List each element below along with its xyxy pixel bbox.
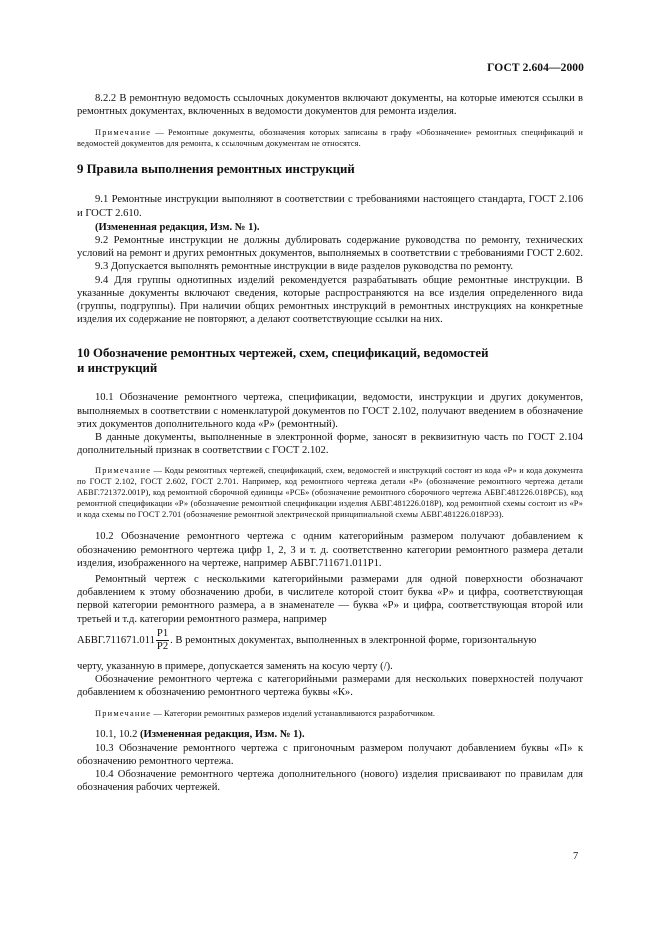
paragraph-text: 10.1 Обозначение ремонтного чертежа, спецификации, ведомости, инструкции и других документов, выполняемых в соответствии с номенклатурой документов по ГОСТ 2.102, получают введением в обозначение этих документов дополнительного кода «Р» (ремонтный). bbox=[77, 392, 583, 430]
paragraph-10-4 bbox=[77, 768, 583, 794]
paragraph-9-1 bbox=[77, 193, 583, 219]
paragraph-8-2-2 bbox=[77, 92, 583, 118]
note-label: Примечание bbox=[95, 128, 152, 138]
note-label: Примечание bbox=[95, 709, 152, 719]
amendment-text: (Измененная редакция, Изм. № 1). bbox=[95, 221, 260, 233]
note-1 bbox=[77, 127, 583, 149]
note-text: — Ремонтные документы, обозначения которых записаны в графу «Обозначение» ремонтных спецификаций и ведомостей документов для ремонта, к ссылочным документам не относятся. bbox=[77, 128, 583, 149]
paragraph-text: черту, указанную в примере, допускается заменять на косую черту (/). bbox=[77, 660, 393, 672]
paragraph-text: 10.3 Обозначение ремонтного чертежа с пригоночным размером получают добавлением буквы «П» к обозначению ремонтного чертежа. bbox=[77, 742, 583, 767]
paragraph-text: 8.2.2 В ремонтную ведомость ссылочных документов включают документы, на которые имеются ссылки в ремонтных документах, включенных в ведомости документов для ремонта изделия. bbox=[77, 93, 583, 118]
paragraph-9-2 bbox=[77, 234, 583, 260]
designation-code: АБВГ.711671.011 bbox=[77, 634, 155, 646]
fraction-numerator: Р1 bbox=[156, 627, 169, 639]
note-2 bbox=[77, 465, 583, 520]
paragraph-10-2-multiple-surfaces bbox=[77, 673, 583, 699]
paragraph-9-3 bbox=[77, 260, 583, 273]
fraction bbox=[156, 628, 169, 653]
note-3 bbox=[77, 708, 583, 719]
paragraph-10-2 bbox=[77, 530, 583, 570]
paragraph-text: 9.3 Допускается выполнять ремонтные инструкции в виде разделов руководства по ремонту. bbox=[95, 261, 514, 273]
heading-line-2: и инструкций bbox=[77, 361, 158, 376]
page-number: 7 bbox=[573, 851, 579, 862]
page-content bbox=[77, 92, 583, 795]
paragraph-10-2-multi bbox=[77, 573, 583, 673]
section-9-heading bbox=[77, 162, 583, 177]
paragraph-text: 10.4 Обозначение ремонтного чертежа дополнительного (нового) изделия присваивают по правилам для обозначения рабочих чертежей. bbox=[77, 769, 583, 794]
standard-code-header: ГОСТ 2.604—2000 bbox=[487, 62, 584, 74]
paragraph-text: 9.4 Для группы однотипных изделий рекомендуется разрабатывать общие ремонтные инструкции. В указанные документы включают сведения, которые распространяются на все изделия определенного вида (группы, подгруппы). При наличии общих ремонтных инструкций в ремонтных инструкциях на конкретные изделия их содержание не повторяют, а делают соответствующие ссылки на них. bbox=[77, 274, 583, 326]
paragraph-text: 9.2 Ремонтные инструкции не должны дублировать содержание руководства по ремонту, технических условий на ремонт и других ремонтных документов, выполняемых в соответствии с требованиями ГОСТ 2.602. bbox=[77, 235, 583, 260]
paragraph-text: Ремонтный чертеж с несколькими категорийными размерами для одной поверхности обозначают добавлением к этому обозначению дроби, в числителе которой стоит буква «Р» и цифра, соответствующая первой категории ремонтного размера, а в знаменателе — буква «Р» и цифра, соответствующая второй или третьей и т.д. категории ремонтного размера, например bbox=[77, 574, 583, 625]
paragraph-text: . В ремонтных документах, выполненных в электронной форме, горизонтальную bbox=[170, 634, 537, 646]
paragraph-10-1-electronic bbox=[77, 431, 583, 457]
paragraph-10-1 bbox=[77, 391, 583, 431]
note-text: — Коды ремонтных чертежей, спецификаций, схем, ведомостей и инструкций состоят из кода «Р» и кода документа по ГОСТ 2.102, ГОСТ 2.602, ГОСТ 2.701. Например, код ремонтного чертежа детали «Р» (обозначение ремонтного чертежа детали АБВГ.721372.001Р), код ремонтной сборочной единицы «РСБ» (обозначение ремонтного сборочного чертежа АБВГ.481226.018РСБ), код ремонтной спецификации «Р» (обозначение ремонтной спецификации изделия АБВГ.481226.018Р), код ремонтной схемы состоит из «Р» и кода схемы по ГОСТ 2.701 (обозначение ремонтной электрической принципиальной схемы АБВГ.481226.018РЭ3). bbox=[77, 466, 583, 520]
amendment-prefix: 10.1, 10.2 bbox=[95, 729, 141, 741]
amendment-note-10 bbox=[77, 728, 583, 741]
paragraph-10-3 bbox=[77, 742, 583, 768]
heading-line-1: 10 Обозначение ремонтных чертежей, схем, спецификаций, ведомостей bbox=[77, 346, 489, 361]
paragraph-text: В данные документы, выполненные в электронной форме, заносят в реквизитную часть по ГОСТ 2.104 дополнительный признак в соответствии с ГОСТ 2.102. bbox=[77, 432, 583, 457]
heading-text: 9 Правила выполнения ремонтных инструкций bbox=[77, 162, 355, 177]
paragraph-text: 10.2 Обозначение ремонтного чертежа с одним категорийным размером получают добавлением к обозначению ремонтного чертежа цифр 1, 2, 3 и т. д. соответственно категории ремонтного размера детали изделия, изображенного на чертеже, например АБВГ.711671.011Р1. bbox=[77, 531, 583, 569]
paragraph-9-4 bbox=[77, 274, 583, 327]
note-text: — Категории ремонтных размеров изделий устанавливаются разработчиком. bbox=[151, 709, 436, 719]
section-10-heading bbox=[77, 346, 583, 376]
fraction-example-line bbox=[77, 626, 583, 656]
paragraph-text: Обозначение ремонтного чертежа с категорийными размерами для нескольких поверхностей получают добавлением к обозначению ремонтного чертежа буквы «К». bbox=[77, 674, 583, 699]
amendment-text: (Измененная редакция, Изм. № 1). bbox=[140, 729, 305, 741]
amendment-note-9-1 bbox=[77, 221, 583, 234]
note-label: Примечание bbox=[95, 466, 152, 476]
fraction-denominator: Р2 bbox=[156, 640, 169, 652]
paragraph-text: 9.1 Ремонтные инструкции выполняют в соответствии с требованиями настоящего стандарта, ГОСТ 2.106 и ГОСТ 2.610. bbox=[77, 194, 583, 219]
